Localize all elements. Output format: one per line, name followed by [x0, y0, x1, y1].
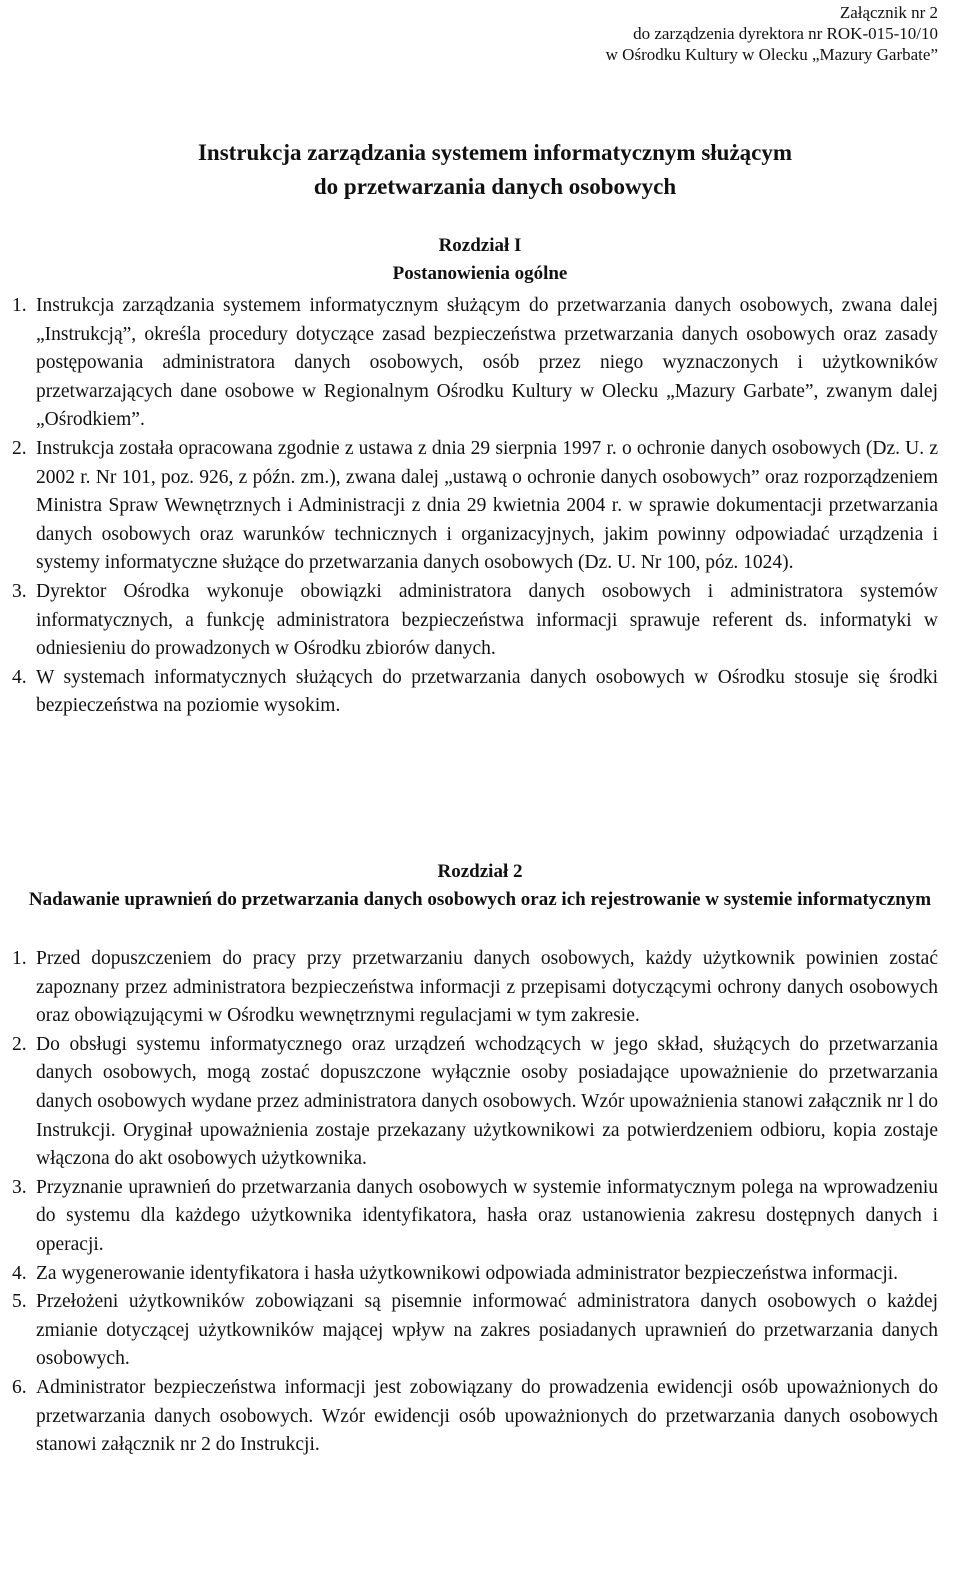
item-number: 1.: [12, 295, 27, 316]
item-number: 1.: [12, 948, 27, 969]
item-number: 3.: [12, 1176, 27, 1198]
item-number: 2.: [12, 1033, 27, 1055]
list-item: [12, 664, 938, 721]
chapter-title: Nadawanie uprawnień do przetwarzania danych osobowych oraz ich rejestrowanie w systemie informatycznym: [28, 889, 932, 910]
attachment-line: Załącznik nr 2: [839, 3, 938, 22]
document-title: [0, 136, 960, 204]
attachment-line: do zarządzenia dyrektora nr ROK-015-10/10: [633, 24, 938, 43]
title-line: Instrukcja zarządzania systemem informatycznym służącym: [197, 140, 793, 165]
attachment-line: w Ośrodku Kultury w Olecku „Mazury Garbate”: [605, 45, 938, 64]
item-text: Instrukcja została opracowana zgodnie z ustawa z dnia 29 sierpnia 1997 r. o ochronie danych osobowych (Dz. U. z 2002 r. Nr 101, poz. 926, z późn. zm.), zwana dalej „ustawą o ochronie danych osobowych” oraz rozporządzeniem Ministra Spraw Wewnętrznych i Administracji z dnia 29 kwietnia 2004 r. w sprawie dokumentacji przetwarzania danych osobowych oraz warunków technicznych i organizacyjnych, jakim powinny odpowiadać urządzenia i systemy informatyczne służące do przetwarzania danych osobowych (Dz. U. Nr 100, póz. 1024).: [36, 437, 938, 574]
item-text: Za wygenerowanie identyfikatora i hasła użytkownikowi odpowiada administrator bezpieczeństwa informacji.: [36, 1262, 899, 1284]
chapter-1-list: [12, 292, 938, 721]
item-number: 4.: [12, 1262, 27, 1284]
list-item: [12, 1260, 938, 1289]
list-item: [12, 1174, 938, 1260]
chapter-number: Rozdział I: [438, 235, 522, 256]
item-text: Do obsługi systemu informatycznego oraz urządzeń wchodzących w jego skład, służących do przetwarzania danych osobowych, mogą zostać dopuszczone wyłącznie osoby posiadające upoważnienie do przetwarzania danych osobowych wydane przez administratora danych osobowych. Wzór upoważnienia stanowi załącznik nr l do Instrukcji. Oryginał upoważnienia zostaje przekazany użytkownikowi za potwierdzeniem odbioru, kopia zostaje włączona do akt osobowych użytkownika.: [36, 1033, 938, 1170]
item-text: Administrator bezpieczeństwa informacji jest zobowiązany do prowadzenia ewidencji osób upoważnionych do przetwarzania danych osobowych. Wzór ewidencji osób upoważnionych do przetwarzania danych osobowych stanowi załącznik nr 2 do Instrukcji.: [36, 1376, 938, 1456]
item-number: 2.: [12, 437, 27, 459]
list-item: [12, 292, 938, 435]
chapter-2-list: [12, 945, 938, 1460]
list-item: [12, 578, 938, 664]
list-item: [12, 435, 938, 578]
list-item: [12, 1288, 938, 1374]
chapter-heading-2: [0, 858, 960, 914]
title-line: do przetwarzania danych osobowych: [313, 174, 677, 199]
item-text: W systemach informatycznych służących do przetwarzania danych osobowych w Ośrodku stosuje się środki bezpieczeństwa na poziomie wysokim.: [36, 666, 938, 717]
item-text: Przełożeni użytkowników zobowiązani są pisemnie informować administratora danych osobowych o każdej zmianie dotyczącej użytkowników mającej wpływ na zakres posiadanych uprawnień do przetwarzania danych osobowych.: [36, 1291, 938, 1370]
chapter-number: Rozdział 2: [437, 861, 523, 882]
list-item: [12, 945, 938, 1031]
item-text: Przyznanie uprawnień do przetwarzania danych osobowych w systemie informatycznym polega na wprowadzeniu do systemu dla każdego użytkownika identyfikatora, hasła oraz ustanowienia zakresu dostępnych danych i operacji.: [36, 1176, 938, 1255]
item-number: 3.: [12, 580, 27, 602]
item-text: Przed dopuszczeniem do pracy przy przetwarzaniu danych osobowych, każdy użytkownik powinien zostać zapoznany przez administratora bezpieczeństwa informacji z przepisami dotyczącymi ochrony danych osobowych oraz obowiązującymi w Ośrodku wewnętrznymi regulacjami w tym zakresie.: [36, 948, 938, 1027]
chapter-title: Postanowienia ogólne: [392, 263, 568, 284]
item-number: 5.: [12, 1291, 27, 1313]
attachment-note: [606, 2, 938, 65]
item-text: Instrukcja zarządzania systemem informatycznym służącym do przetwarzania danych osobowych, zwana dalej „Instrukcją”, określa procedury dotyczące zasad bezpieczeństwa przetwarzania danych osobowych oraz zasady postępowania administratora danych osobowych, osób przez niego wyznaczonych i użytkowników przetwarzających dane osobowe w Regionalnym Ośrodku Kultury w Olecku „Mazury Garbate”, zwanym dalej „Ośrodkiem”.: [36, 295, 938, 431]
chapter-heading-1: [0, 232, 960, 288]
item-text: Dyrektor Ośrodka wykonuje obowiązki administratora danych osobowych i administratora systemów informatycznych, a funkcję administratora bezpieczeństwa informacji sprawuje referent ds. informatyki w odniesieniu do prowadzonych w Ośrodku zbiorów danych.: [36, 580, 938, 660]
item-number: 6.: [12, 1376, 27, 1398]
list-item: [12, 1374, 938, 1460]
item-number: 4.: [12, 666, 27, 688]
list-item: [12, 1031, 938, 1174]
